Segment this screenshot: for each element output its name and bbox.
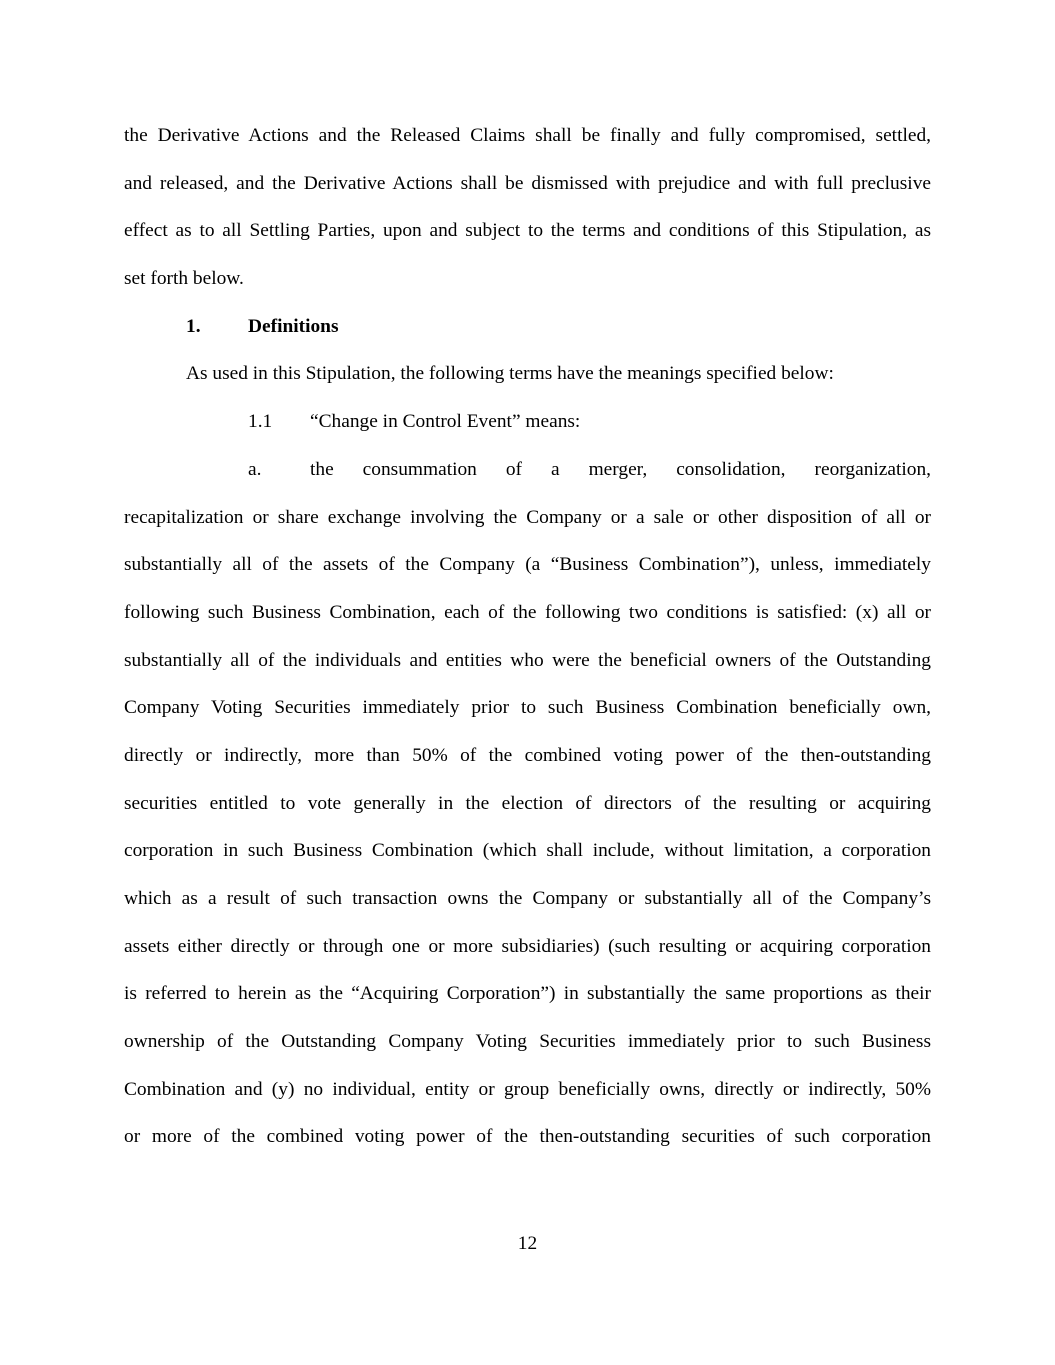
section-heading — [124, 303, 931, 351]
subsection-title: “Change in Control Event” means: — [310, 411, 581, 433]
page-number: 12 — [517, 1233, 538, 1254]
item-a-line-6: directly or indirectly, more than 50% of the combined voting power of the then-outstanding — [124, 744, 931, 766]
section-title: Definitions — [248, 315, 339, 337]
body-text — [124, 112, 931, 1161]
section-number: 1. — [186, 315, 201, 337]
subsection-heading — [124, 398, 931, 446]
section-intro: As used in this Stipulation, the following terms have the meanings specified below: — [186, 363, 834, 385]
intro-line-3: effect as to all Settling Parties, upon and subject to the terms and conditions of this Stipulation, as — [124, 220, 931, 242]
item-a-letter: a. — [248, 458, 262, 480]
item-a-line-1: recapitalization or share exchange involving the Company or a sale or other disposition of all or — [124, 506, 931, 528]
item-a-line-9: which as a result of such transaction owns the Company or substantially all of the Company’s — [124, 888, 931, 909]
item-a-first-text: the consummation of a merger, consolidation, reorganization, — [310, 458, 931, 480]
item-a-line-12: ownership of the Outstanding Company Voting Securities immediately prior to such Business — [124, 1031, 931, 1053]
item-a-line-10: assets either directly or through one or more subsidiaries) (such resulting or acquiring corporation — [124, 935, 931, 957]
subsection-number: 1.1 — [248, 411, 273, 433]
item-a-line-11: is referred to herein as the “Acquiring Corporation”) in substantially the same proportions as their — [124, 983, 931, 1005]
item-a-line-7: securities entitled to vote generally in the election of directors of the resulting or acquiring — [124, 792, 931, 814]
intro-line-4: set forth below. — [124, 268, 244, 290]
item-a-line-2: substantially all of the assets of the Company (a “Business Combination”), unless, immediately — [124, 554, 931, 576]
item-a-line-3: following such Business Combination, each of the following two conditions is satisfied: (x) all or — [124, 601, 931, 623]
item-a-line-5: Company Voting Securities immediately prior to such Business Combination beneficially own, — [124, 697, 931, 719]
intro-line-2: and released, and the Derivative Actions shall be dismissed with prejudice and with full preclusive — [124, 172, 931, 194]
item-a-first-line — [124, 446, 931, 494]
item-a-line-13: Combination and (y) no individual, entity or group beneficially owns, directly or indirectly, 50% — [124, 1078, 931, 1100]
item-a-line-14: or more of the combined voting power of the then-outstanding securities of such corporation — [124, 1126, 931, 1148]
item-a-line-8: corporation in such Business Combination (which shall include, without limitation, a corporation — [124, 840, 931, 862]
intro-line-1: the Derivative Actions and the Released Claims shall be finally and fully compromised, settled, — [124, 125, 931, 146]
item-a-line-4: substantially all of the individuals and entities who were the beneficial owners of the Outstanding — [124, 649, 931, 671]
